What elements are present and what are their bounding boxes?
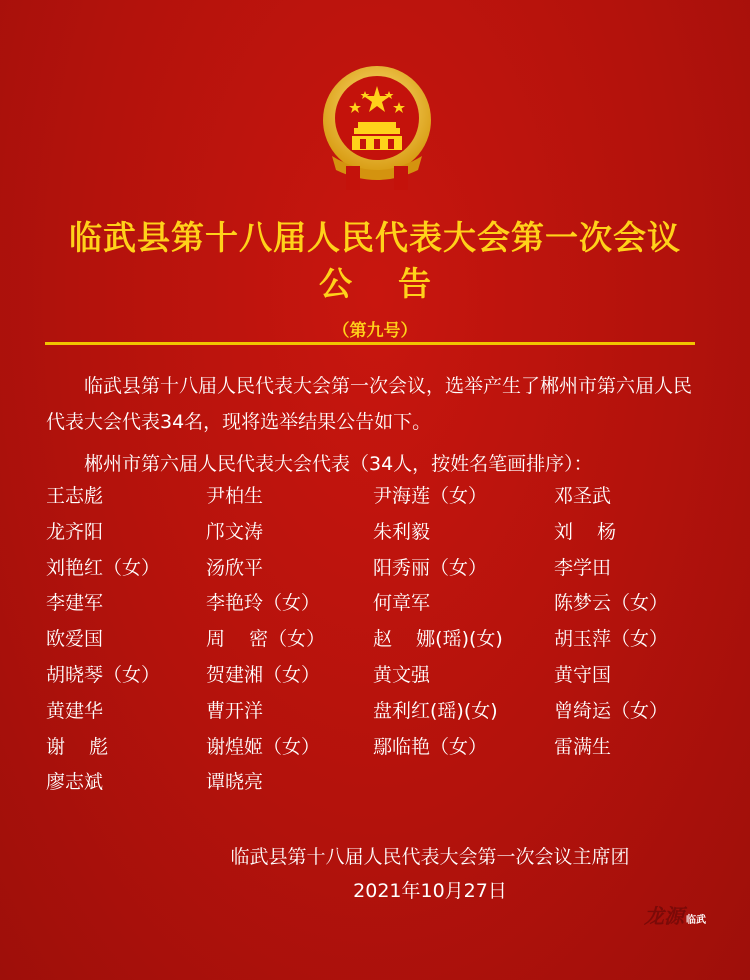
list-heading: 郴州市第六届人民代表大会代表（34人，按姓名笔画排序）： xyxy=(84,453,593,475)
delegate-name: 鄢临艳（女） xyxy=(373,735,488,758)
delegate-name: 盘利红(瑶)(女) xyxy=(373,699,498,722)
delegate-name: 赵 娜(瑶)(女) xyxy=(373,628,503,651)
delegate-name: 刘艳红（女） xyxy=(46,556,161,579)
delegate-name: 龙齐阳 xyxy=(46,520,104,543)
delegate-name: 邝文涛 xyxy=(206,520,264,543)
intro-text: 临武县第十八届人民代表大会第一次会议，选举产生了郴州市第六届人民代表大会代表34名，现将选举结果公告如下。 xyxy=(46,375,693,433)
watermark-brand: 龙源 xyxy=(644,904,684,928)
delegate-name: 谭晓亮 xyxy=(206,771,264,794)
delegate-name: 周 密（女） xyxy=(206,628,326,651)
delegate-name: 黄建华 xyxy=(46,699,104,722)
page-subtitle: 公告 xyxy=(319,264,477,303)
delegate-name: 尹柏生 xyxy=(206,485,264,507)
delegate-name: 李建军 xyxy=(46,592,104,615)
delegate-name: 胡玉萍（女） xyxy=(554,628,669,651)
delegate-name: 刘 杨 xyxy=(554,520,617,543)
delegate-name: 谢 彪 xyxy=(46,735,109,758)
delegate-name: 欧爱国 xyxy=(46,628,104,651)
title-divider xyxy=(45,342,695,345)
delegate-name: 廖志斌 xyxy=(46,771,104,794)
page-title: 临武县第十八届人民代表大会第一次会议 xyxy=(69,218,681,257)
delegate-name: 汤欣平 xyxy=(206,556,264,579)
watermark-logo xyxy=(644,900,706,929)
delegate-name: 曹开洋 xyxy=(206,699,264,722)
delegate-name: 李学田 xyxy=(554,556,612,579)
delegate-name: 王志彪 xyxy=(46,485,104,507)
delegate-name: 谢煌姬（女） xyxy=(206,735,321,758)
delegate-name: 黄文强 xyxy=(373,664,431,686)
delegate-name: 邓圣武 xyxy=(554,485,612,507)
delegate-name: 雷满生 xyxy=(554,735,612,758)
national-emblem xyxy=(318,66,436,190)
delegate-name: 曾绮运（女） xyxy=(554,699,669,722)
delegate-name: 李艳玲（女） xyxy=(206,592,321,615)
delegate-name: 尹海莲（女） xyxy=(373,485,488,507)
delegate-name: 朱利毅 xyxy=(373,520,431,543)
issue-date: 2021年10月27日 xyxy=(353,880,507,902)
delegate-name: 胡晓琴（女） xyxy=(46,664,161,686)
announcement-number: （第九号） xyxy=(332,321,418,341)
intro-paragraph xyxy=(46,368,706,440)
delegate-name: 陈梦云（女） xyxy=(554,592,669,615)
delegate-name: 何章军 xyxy=(373,592,431,615)
issuer: 临武县第十八届人民代表大会第一次会议主席团 xyxy=(230,846,630,868)
delegate-name: 黄守国 xyxy=(554,664,612,686)
delegate-name: 阳秀丽（女） xyxy=(373,556,488,579)
delegate-name: 贺建湘（女） xyxy=(206,664,321,686)
watermark-sub: 临武 xyxy=(686,915,706,926)
list-heading-paragraph xyxy=(46,446,706,482)
